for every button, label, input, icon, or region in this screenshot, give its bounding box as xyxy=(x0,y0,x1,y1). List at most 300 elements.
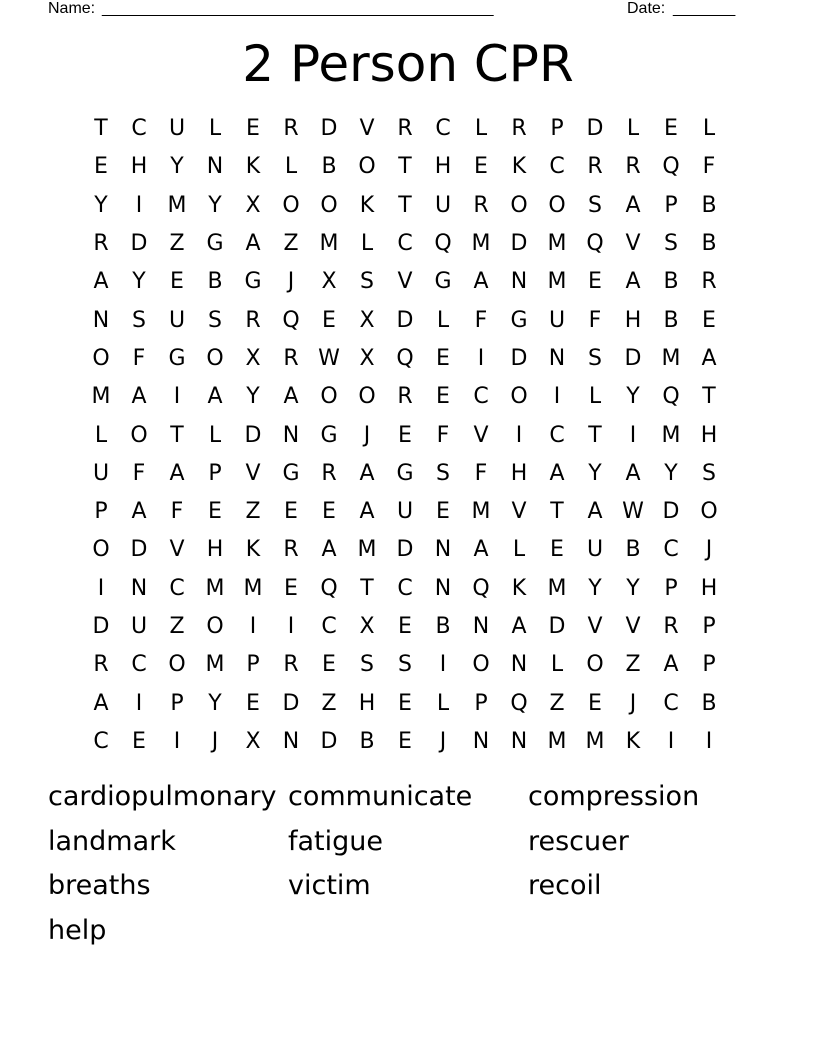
grid-letter: Z xyxy=(549,690,565,716)
grid-letter: L xyxy=(702,116,716,142)
grid-letter: O xyxy=(282,192,300,218)
grid-letter: M xyxy=(547,728,567,754)
grid-row xyxy=(82,110,728,148)
grid-letter: C xyxy=(397,231,413,257)
worksheet-header xyxy=(48,0,748,20)
grid-row xyxy=(82,570,728,608)
grid-letter: N xyxy=(548,345,566,371)
grid-letter: L xyxy=(436,307,450,333)
grid-letter: A xyxy=(625,460,641,486)
grid-letter: B xyxy=(701,192,717,218)
grid-letter: M xyxy=(471,499,491,525)
grid-letter: I xyxy=(667,728,675,754)
grid-letter: E xyxy=(588,269,602,295)
grid-letter: B xyxy=(701,231,717,257)
grid-letter: F xyxy=(436,422,450,448)
grid-letter: L xyxy=(588,384,602,410)
grid-letter: L xyxy=(512,537,526,563)
grid-letter: V xyxy=(359,116,375,142)
grid-letter: D xyxy=(130,537,148,563)
grid-letter: M xyxy=(205,652,225,678)
grid-letter: N xyxy=(92,307,110,333)
grid-letter: E xyxy=(208,499,222,525)
grid-letter: V xyxy=(473,422,489,448)
grid-letter: M xyxy=(243,575,263,601)
grid-letter: B xyxy=(701,690,717,716)
grid-letter: Q xyxy=(662,384,680,410)
grid-letter: A xyxy=(625,192,641,218)
grid-letter: A xyxy=(549,460,565,486)
grid-letter: A xyxy=(207,384,223,410)
grid-letter: L xyxy=(284,154,298,180)
grid-letter: Q xyxy=(396,345,414,371)
grid-letter: P xyxy=(474,690,488,716)
grid-letter: T xyxy=(702,384,716,410)
grid-letter: O xyxy=(320,384,338,410)
grid-letter: U xyxy=(168,307,186,333)
grid-letter: P xyxy=(702,652,716,678)
grid-letter: A xyxy=(93,690,109,716)
grid-letter: G xyxy=(244,269,262,295)
grid-row xyxy=(82,263,728,301)
grid-letter: P xyxy=(664,192,678,218)
grid-letter: K xyxy=(245,537,261,563)
grid-letter: O xyxy=(358,384,376,410)
grid-letter: Z xyxy=(283,231,299,257)
grid-letter: M xyxy=(471,231,491,257)
word-list-item: compression xyxy=(528,781,700,812)
grid-letter: R xyxy=(397,116,413,142)
grid-row xyxy=(82,723,728,761)
grid-letter: L xyxy=(94,422,108,448)
grid-letter: N xyxy=(130,575,148,601)
name-label: Name: xyxy=(48,0,96,17)
grid-letter: I xyxy=(515,422,523,448)
word-list xyxy=(48,778,768,950)
grid-letter: V xyxy=(587,614,603,639)
grid-letter: D xyxy=(586,116,604,142)
grid-letter: D xyxy=(510,345,528,371)
grid-letter: Q xyxy=(662,154,680,180)
grid-letter: M xyxy=(205,575,225,601)
grid-row xyxy=(82,684,728,722)
grid-letter: Q xyxy=(320,575,338,601)
grid-letter: G xyxy=(396,460,414,486)
grid-letter: B xyxy=(435,614,451,639)
grid-letter: L xyxy=(208,422,222,448)
grid-letter: R xyxy=(283,537,299,563)
grid-letter: N xyxy=(282,728,300,754)
grid-letter: N xyxy=(206,154,224,180)
grid-letter: A xyxy=(663,652,679,678)
grid-letter: R xyxy=(93,652,109,678)
grid-letter: P xyxy=(246,652,260,678)
grid-letter: H xyxy=(358,690,376,716)
grid-letter: Y xyxy=(132,269,146,295)
grid-letter: Z xyxy=(169,614,185,639)
grid-letter: U xyxy=(92,460,110,486)
grid-letter: R xyxy=(321,460,337,486)
grid-letter: E xyxy=(322,307,336,333)
grid-row xyxy=(82,455,728,493)
grid-row xyxy=(82,531,728,569)
grid-letter: A xyxy=(283,384,299,410)
grid-letter: G xyxy=(168,345,186,371)
grid-letter: N xyxy=(434,575,452,601)
word-list-item: landmark xyxy=(48,825,176,857)
grid-letter: M xyxy=(167,192,187,218)
grid-letter: X xyxy=(359,307,375,333)
grid-letter: Y xyxy=(94,192,108,218)
grid-letter: C xyxy=(549,154,565,180)
grid-letter: T xyxy=(588,422,602,448)
grid-letter: H xyxy=(700,575,718,601)
grid-letter: R xyxy=(245,307,261,333)
grid-letter: M xyxy=(585,728,605,754)
word-list-item: communicate xyxy=(288,781,473,812)
grid-letter: C xyxy=(131,116,147,142)
grid-letter: E xyxy=(398,614,412,639)
grid-letter: A xyxy=(625,269,641,295)
grid-letter: K xyxy=(359,192,375,218)
word-list-item: help xyxy=(48,914,107,946)
grid-letter: V xyxy=(511,499,527,525)
grid-letter: E xyxy=(474,154,488,180)
grid-letter: B xyxy=(207,269,223,295)
grid-letter: F xyxy=(588,307,602,333)
grid-letter: D xyxy=(130,231,148,257)
grid-letter: E xyxy=(284,499,298,525)
grid-letter: V xyxy=(169,537,185,563)
grid-letter: E xyxy=(398,690,412,716)
grid-letter: R xyxy=(283,652,299,678)
grid-letter: R xyxy=(511,116,527,142)
grid-letter: W xyxy=(622,499,644,525)
grid-letter: N xyxy=(434,537,452,563)
grid-letter: J xyxy=(629,690,637,716)
grid-letter: C xyxy=(435,116,451,142)
grid-row xyxy=(82,301,728,339)
grid-letter: J xyxy=(705,537,713,563)
grid-letter: L xyxy=(550,652,564,678)
grid-letter: O xyxy=(92,345,110,371)
grid-letter: B xyxy=(359,728,375,754)
grid-letter: O xyxy=(472,652,490,678)
grid-letter: C xyxy=(93,728,109,754)
grid-letter: K xyxy=(245,154,261,180)
grid-letter: A xyxy=(321,537,337,563)
grid-letter: R xyxy=(473,192,489,218)
grid-letter: H xyxy=(130,154,148,180)
grid-letter: X xyxy=(245,345,261,371)
grid-letter: K xyxy=(625,728,641,754)
grid-letter: U xyxy=(396,499,414,525)
grid-row xyxy=(82,148,728,186)
grid-letter: M xyxy=(547,575,567,601)
grid-letter: R xyxy=(701,269,717,295)
word-list-item: rescuer xyxy=(528,825,629,857)
grid-letter: P xyxy=(702,614,716,639)
grid-letter: Z xyxy=(169,231,185,257)
grid-letter: D xyxy=(320,728,338,754)
grid-letter: N xyxy=(472,614,490,639)
grid-letter: I xyxy=(553,384,561,410)
grid-letter: D xyxy=(244,422,262,448)
date-label: Date: xyxy=(627,0,666,17)
grid-letter: B xyxy=(625,537,641,563)
date-blank-line: _______ xyxy=(673,0,736,17)
grid-letter: I xyxy=(439,652,447,678)
grid-letter: S xyxy=(398,652,412,678)
grid-letter: O xyxy=(510,384,528,410)
grid-letter: Y xyxy=(626,575,640,601)
grid-letter: V xyxy=(625,231,641,257)
grid-letter: K xyxy=(511,575,527,601)
word-list-item: fatigue xyxy=(288,825,384,857)
grid-letter: D xyxy=(282,690,300,716)
grid-letter: O xyxy=(168,652,186,678)
grid-letter: O xyxy=(358,154,376,180)
grid-letter: A xyxy=(131,384,147,410)
grid-letter: U xyxy=(130,614,148,639)
grid-letter: D xyxy=(548,614,566,639)
grid-letter: E xyxy=(550,537,564,563)
grid-letter: Y xyxy=(588,575,602,601)
grid-letter: D xyxy=(396,307,414,333)
grid-letter: H xyxy=(510,460,528,486)
grid-letter: G xyxy=(320,422,338,448)
grid-row xyxy=(82,608,728,646)
grid-letter: N xyxy=(510,652,528,678)
grid-letter: F xyxy=(474,307,488,333)
grid-letter: X xyxy=(321,269,337,295)
grid-letter: R xyxy=(283,345,299,371)
grid-letter: V xyxy=(625,614,641,639)
grid-letter: S xyxy=(132,307,146,333)
grid-letter: T xyxy=(94,116,108,142)
grid-letter: C xyxy=(131,652,147,678)
grid-letter: E xyxy=(284,575,298,601)
page-title: 2 Person CPR xyxy=(242,35,574,93)
grid-letter: E xyxy=(664,116,678,142)
grid-letter: D xyxy=(396,537,414,563)
grid-letter: M xyxy=(661,345,681,371)
grid-letter: E xyxy=(398,728,412,754)
name-blank-line: ____________________________________________ xyxy=(102,0,494,17)
grid-letter: L xyxy=(626,116,640,142)
grid-letter: L xyxy=(436,690,450,716)
grid-letter: I xyxy=(629,422,637,448)
grid-letter: C xyxy=(169,575,185,601)
grid-letter: S xyxy=(702,460,716,486)
grid-letter: S xyxy=(208,307,222,333)
grid-letter: E xyxy=(436,345,450,371)
grid-letter: G xyxy=(206,231,224,257)
grid-letter: D xyxy=(662,499,680,525)
grid-letter: R xyxy=(625,154,641,180)
grid-letter: S xyxy=(588,345,602,371)
grid-letter: M xyxy=(661,422,681,448)
grid-letter: I xyxy=(135,690,143,716)
grid-letter: R xyxy=(663,614,679,639)
grid-letter: S xyxy=(360,269,374,295)
grid-letter: V xyxy=(397,269,413,295)
grid-letter: E xyxy=(588,690,602,716)
grid-letter: X xyxy=(245,728,261,754)
grid-letter: X xyxy=(359,614,375,639)
grid-row xyxy=(82,187,728,225)
grid-letter: W xyxy=(318,345,340,371)
grid-letter: Q xyxy=(434,231,452,257)
grid-letter: E xyxy=(702,307,716,333)
grid-letter: T xyxy=(170,422,184,448)
grid-letter: O xyxy=(320,192,338,218)
grid-letter: A xyxy=(701,345,717,371)
grid-letter: M xyxy=(91,384,111,410)
grid-letter: O xyxy=(206,614,224,639)
grid-letter: I xyxy=(249,614,257,639)
grid-letter: Z xyxy=(625,652,641,678)
grid-letter: N xyxy=(472,728,490,754)
word-list-item: recoil xyxy=(528,870,602,902)
grid-letter: T xyxy=(398,192,412,218)
grid-letter: P xyxy=(664,575,678,601)
grid-row xyxy=(82,378,728,416)
grid-letter: A xyxy=(473,269,489,295)
grid-letter: R xyxy=(397,384,413,410)
grid-letter: D xyxy=(510,231,528,257)
grid-letter: E xyxy=(246,690,260,716)
grid-letter: Y xyxy=(208,690,222,716)
grid-letter: F xyxy=(702,154,716,180)
grid-letter: M xyxy=(547,231,567,257)
grid-letter: S xyxy=(360,652,374,678)
grid-letter: T xyxy=(360,575,374,601)
grid-letter: E xyxy=(436,384,450,410)
grid-letter: A xyxy=(169,460,185,486)
grid-letter: Q xyxy=(586,231,604,257)
grid-letter: U xyxy=(548,307,566,333)
grid-letter: L xyxy=(208,116,222,142)
grid-letter: E xyxy=(94,154,108,180)
grid-letter: E xyxy=(246,116,260,142)
grid-letter: I xyxy=(705,728,713,754)
grid-letter: O xyxy=(510,192,528,218)
grid-letter: J xyxy=(439,728,447,754)
grid-letter: E xyxy=(322,499,336,525)
grid-row xyxy=(82,646,728,684)
grid-letter: A xyxy=(587,499,603,525)
grid-letter: M xyxy=(357,537,377,563)
grid-letter: C xyxy=(321,614,337,639)
word-list-item: breaths xyxy=(48,870,151,902)
word-list-item: victim xyxy=(288,870,371,902)
grid-letter: Y xyxy=(626,384,640,410)
grid-letter: A xyxy=(473,537,489,563)
grid-letter: E xyxy=(398,422,412,448)
word-search-grid xyxy=(82,110,728,761)
grid-letter: U xyxy=(434,192,452,218)
grid-letter: P xyxy=(170,690,184,716)
grid-letter: M xyxy=(319,231,339,257)
grid-letter: C xyxy=(663,690,679,716)
grid-letter: M xyxy=(547,269,567,295)
grid-letter: B xyxy=(663,269,679,295)
grid-letter: G xyxy=(282,460,300,486)
grid-letter: T xyxy=(398,154,412,180)
grid-letter: E xyxy=(132,728,146,754)
grid-letter: Y xyxy=(588,460,602,486)
grid-letter: A xyxy=(511,614,527,639)
grid-letter: N xyxy=(510,728,528,754)
grid-letter: Z xyxy=(321,690,337,716)
grid-letter: F xyxy=(170,499,184,525)
grid-letter: H xyxy=(700,422,718,448)
grid-letter: B xyxy=(321,154,337,180)
grid-letter: O xyxy=(206,345,224,371)
grid-letter: G xyxy=(510,307,528,333)
grid-letter: D xyxy=(92,614,110,639)
grid-row xyxy=(82,340,728,378)
grid-letter: E xyxy=(170,269,184,295)
grid-letter: Z xyxy=(245,499,261,525)
grid-letter: F xyxy=(474,460,488,486)
grid-letter: K xyxy=(511,154,527,180)
grid-letter: I xyxy=(173,384,181,410)
grid-letter: O xyxy=(130,422,148,448)
grid-letter: P xyxy=(550,116,564,142)
grid-letter: O xyxy=(92,537,110,563)
grid-letter: H xyxy=(206,537,224,563)
grid-letter: J xyxy=(363,422,371,448)
grid-letter: I xyxy=(287,614,295,639)
grid-letter: O xyxy=(700,499,718,525)
grid-row xyxy=(82,493,728,531)
grid-letter: I xyxy=(477,345,485,371)
grid-letter: Q xyxy=(472,575,490,601)
grid-letter: I xyxy=(135,192,143,218)
grid-letter: C xyxy=(473,384,489,410)
grid-letter: X xyxy=(245,192,261,218)
grid-letter: N xyxy=(282,422,300,448)
grid-letter: E xyxy=(322,652,336,678)
grid-letter: D xyxy=(624,345,642,371)
grid-letter: L xyxy=(360,231,374,257)
grid-letter: X xyxy=(359,345,375,371)
grid-letter: O xyxy=(586,652,604,678)
grid-letter: R xyxy=(93,231,109,257)
grid-letter: C xyxy=(549,422,565,448)
grid-letter: N xyxy=(510,269,528,295)
grid-letter: U xyxy=(586,537,604,563)
grid-letter: S xyxy=(664,231,678,257)
grid-letter: E xyxy=(436,499,450,525)
grid-letter: J xyxy=(211,728,219,754)
grid-letter: A xyxy=(131,499,147,525)
grid-letter: L xyxy=(474,116,488,142)
grid-letter: C xyxy=(397,575,413,601)
grid-letter: Y xyxy=(664,460,678,486)
word-list-item: cardiopulmonary xyxy=(48,781,277,812)
grid-letter: F xyxy=(132,345,146,371)
grid-letter: C xyxy=(663,537,679,563)
grid-letter: T xyxy=(550,499,564,525)
grid-letter: G xyxy=(434,269,452,295)
grid-row xyxy=(82,225,728,263)
grid-letter: A xyxy=(93,269,109,295)
grid-letter: R xyxy=(283,116,299,142)
grid-letter: I xyxy=(97,575,105,601)
